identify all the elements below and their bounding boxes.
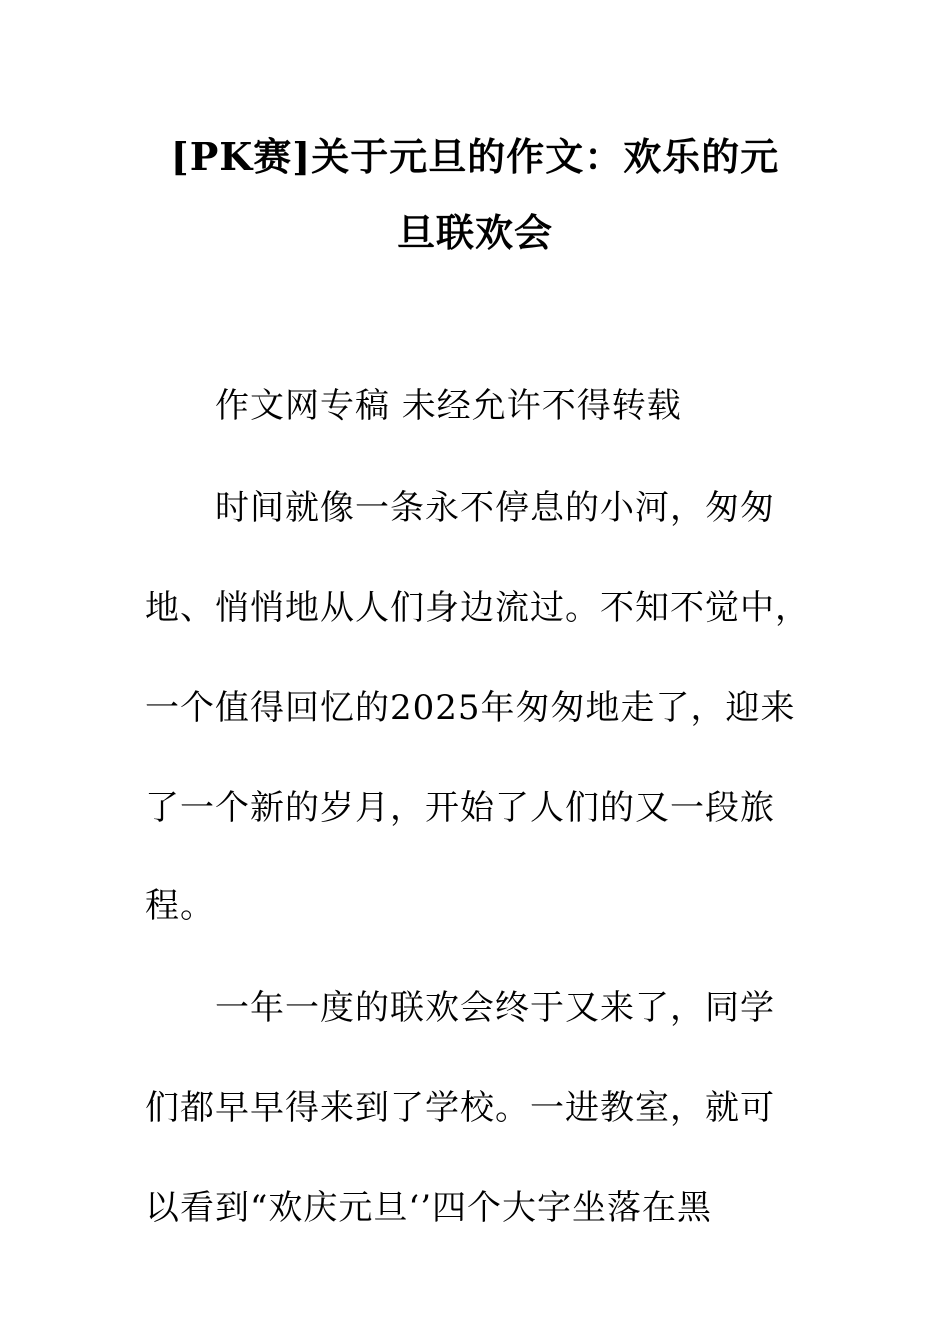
paragraph-1-line-4: 了一个新的岁月，开始了人们的又一段旅 (145, 788, 775, 828)
document-title-line-2: 旦联欢会 (396, 210, 553, 255)
byline: 作文网专稿 未经允许不得转载 (215, 386, 682, 426)
document-title-line-1: [PK赛]关于元旦的作文：欢乐的元 (170, 134, 780, 179)
paragraph-1-line-3: 一个值得回忆的2025年匆匆地走了，迎来 (145, 688, 796, 728)
paragraph-2-line-3: 以看到“欢庆元旦‘’四个大字坐落在黑 (145, 1188, 712, 1228)
paragraph-2-line-1: 一年一度的联欢会终于又来了，同学 (215, 988, 775, 1028)
paragraph-1-line-2: 地、悄悄地从人们身边流过。不知不觉中， (145, 588, 810, 628)
paragraph-1-line-1: 时间就像一条永不停息的小河，匆匆 (215, 488, 775, 528)
paragraph-1-line-5: 程。 (145, 886, 215, 926)
paragraph-2-line-2: 们都早早得来到了学校。一进教室，就可 (145, 1088, 775, 1128)
